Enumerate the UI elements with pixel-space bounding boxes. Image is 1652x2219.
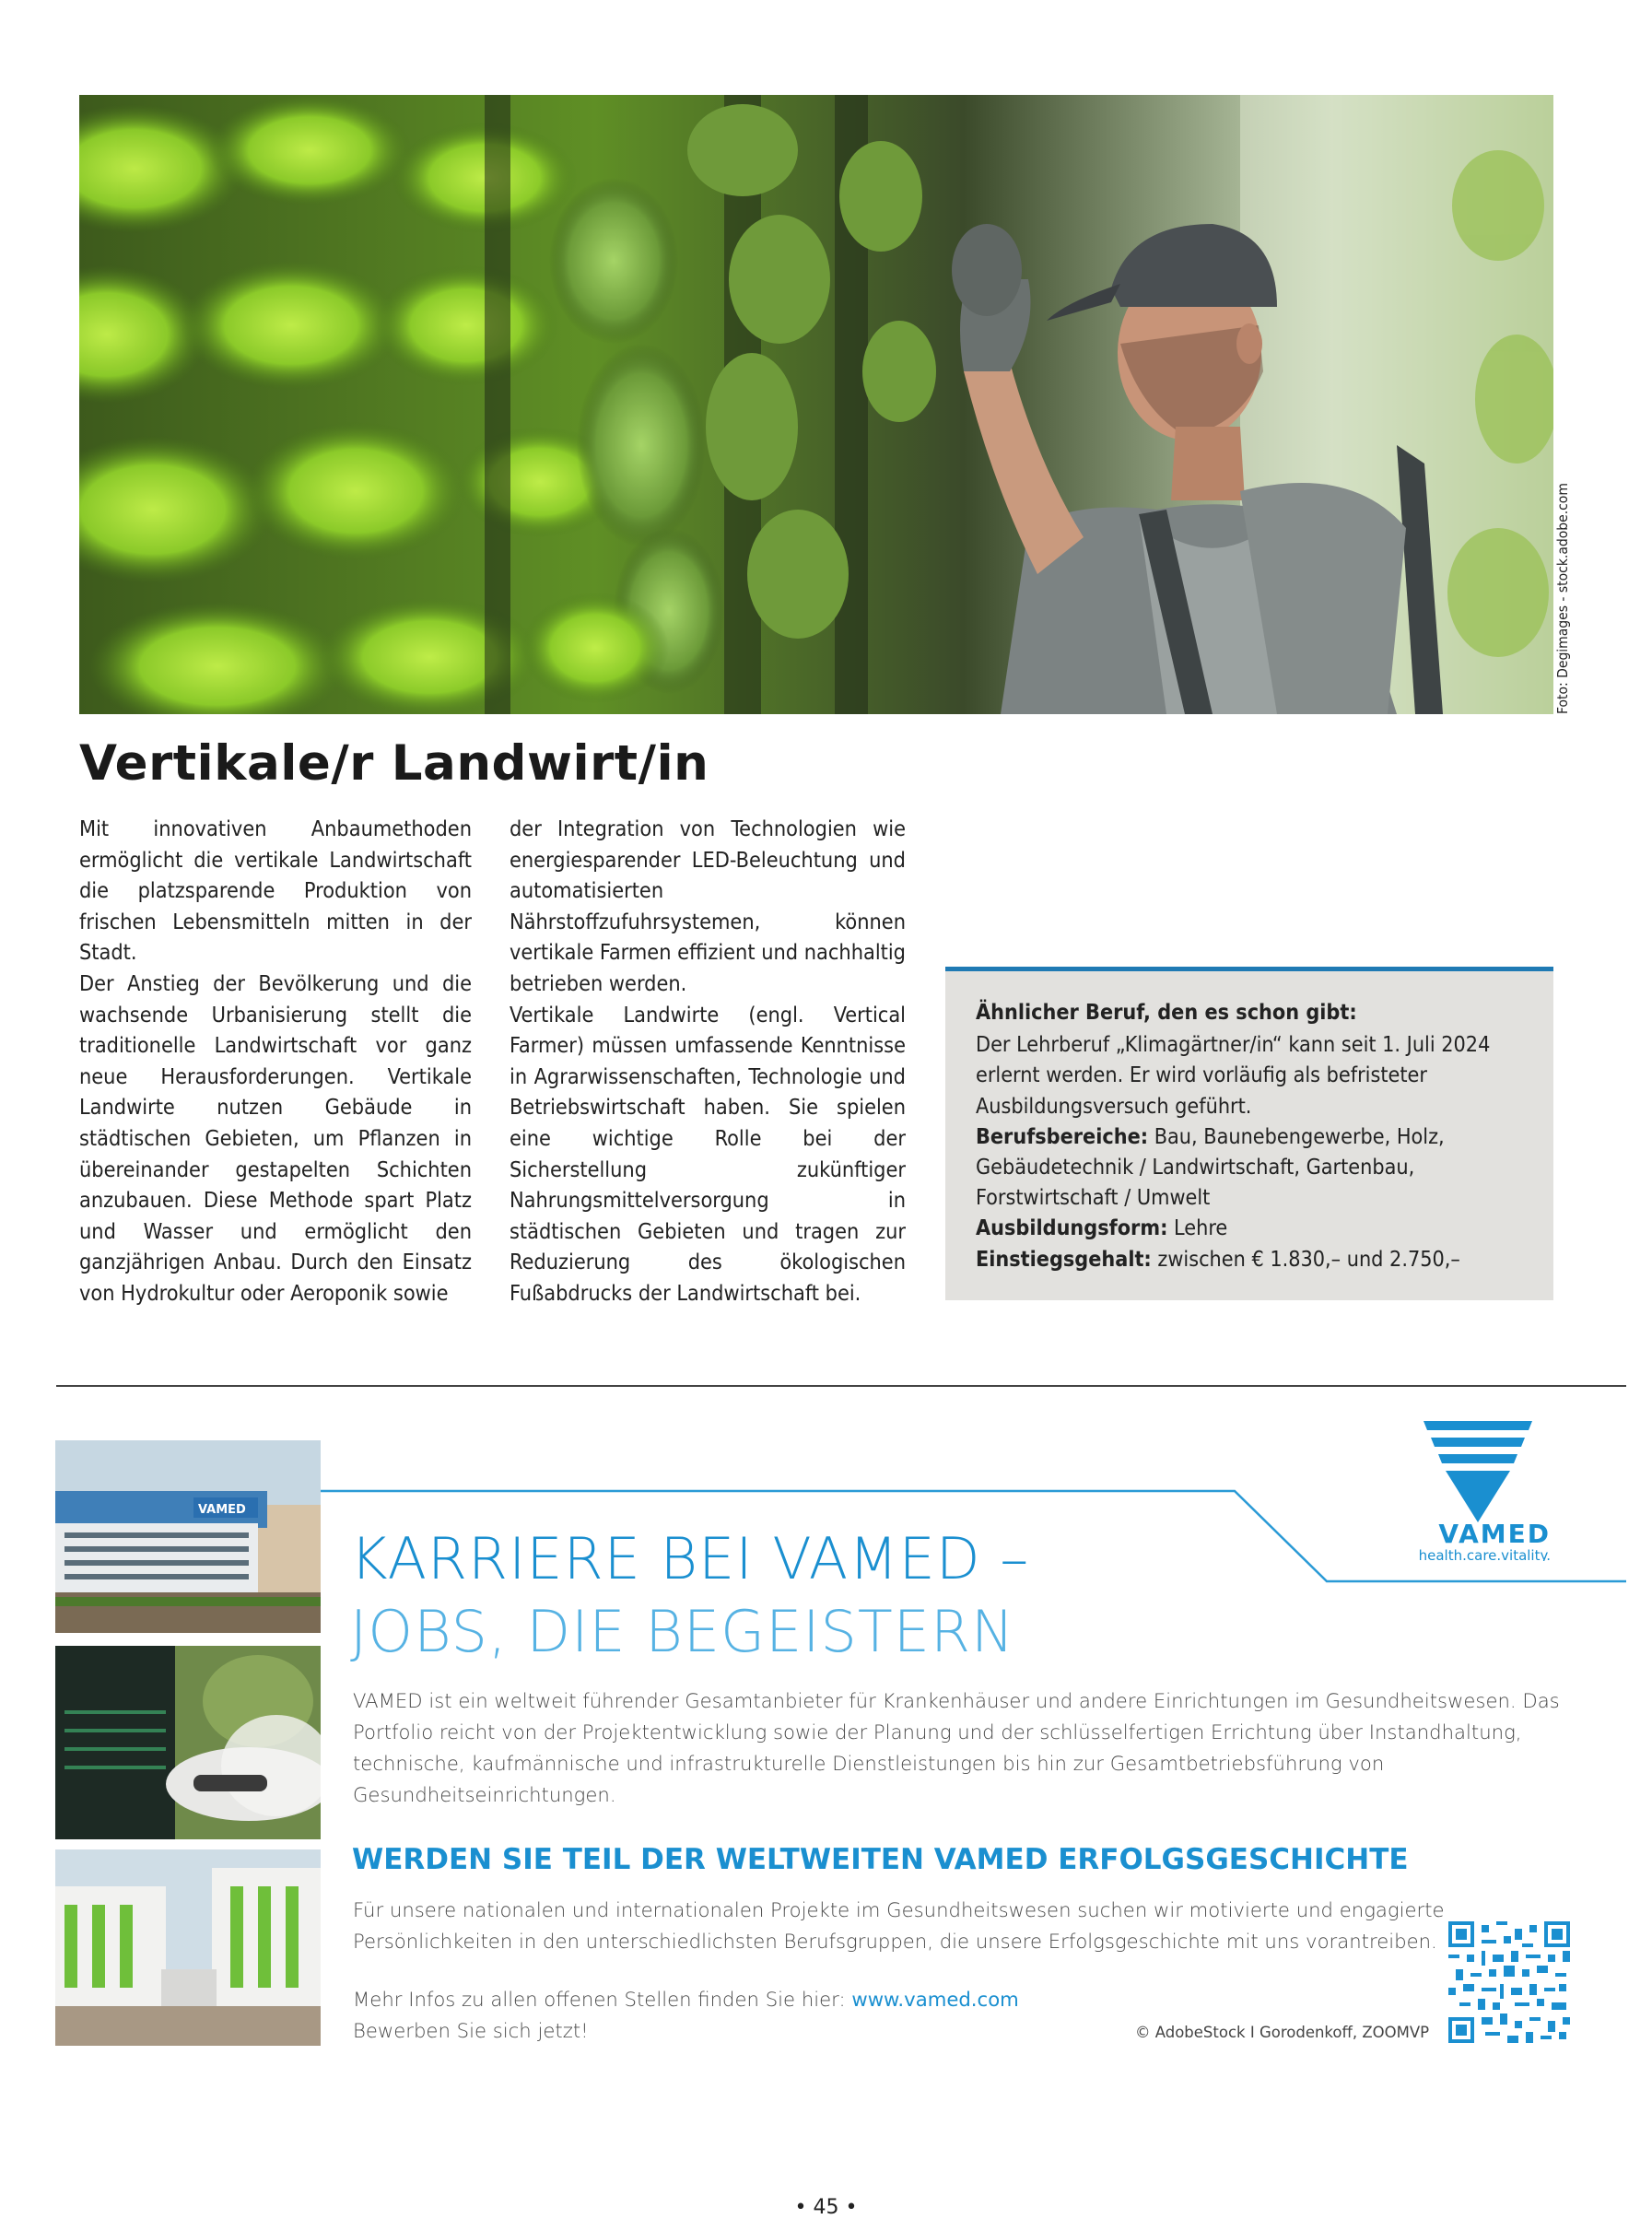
ad-photo-hospital <box>55 1849 321 2046</box>
ad-more-info: Mehr Infos zu allen offenen Stellen finden Sie hier: www.vamed.com <box>353 1988 1019 2011</box>
vamed-logo-tagline: health.care.vitality. <box>1418 1547 1551 1561</box>
ad-subheading: WERDEN SIE TEIL DER WELTWEITEN VAMED ERFOLGSGESCHICHTE <box>352 1843 1409 1876</box>
ad-headline-2: JOBS, DIE BEGEISTERN <box>350 1598 1015 1665</box>
qr-code-icon[interactable] <box>1448 1921 1570 2043</box>
article-paragraph: Vertikale Landwirte (engl. Vertical Farmer) müssen umfassende Kenntnisse in Agrarwissenschaften, Technologie und Betriebswirtschaft haben. Sie spielen eine wichtige Rolle bei der Sicherstellung zukünftiger Nahrungsmittelversorgung in städtischen Gebieten und tragen zur Reduzierung des ökologischen Fußabdrucks der Landwirtschaft bei. <box>510 1002 906 1306</box>
article-title: Vertikale/r Landwirt/in <box>79 735 709 792</box>
infobox-heading: Ähnlicher Beruf, den es schon gibt: <box>976 1000 1357 1025</box>
ad-headline-1: KARRIERE BEI VAMED – <box>350 1525 1030 1592</box>
vamed-website-link[interactable]: www.vamed.com <box>851 1988 1019 2011</box>
vamed-logo <box>1376 1421 1551 1561</box>
ad-intro: VAMED ist ein weltweit führender Gesamtanbieter für Krankenhäuser und andere Einrichtungen im Gesundheitswesen. Das Portfolio reicht von der Projektentwicklung sowie der Planung und der schlüsselfertigen Errichtung über Instandhaltung, technische, kaufmännische und infrastrukturelle Dienstleistungen bis hin zur Gesamtbetriebsführung von Gesundheitseinrichtungen. <box>353 1689 1560 1806</box>
ad-photo-interior <box>55 1646 321 1839</box>
hero-photo <box>79 95 1553 714</box>
section-divider <box>56 1385 1626 1387</box>
article-paragraph: Mit innovativen Anbaumethoden ermöglicht die vertikale Landwirtschaft die platzsparende Produktion von frischen Lebensmitteln mitten in der Stadt. <box>79 816 472 966</box>
infobox-text: Der Lehrberuf „Klimagärtner/in“ kann seit 1. Juli 2024 erlernt werden. Er wird vorläufig als befristeter Ausbildungsversuch geführt. <box>976 1032 1491 1119</box>
article-column-1 <box>79 814 472 1309</box>
article-paragraph: Der Anstieg der Bevölkerung und die wachsende Urbanisierung stellt die traditionelle Landwirtschaft vor ganz neue Herausforderungen. Vertikale Landwirte nutzen Gebäude in städtischen Gebieten, um Pflanzen in übereinander gestapelten Schichten anzubauen. Diese Methode spart Platz und Wasser und ermöglicht den ganzjährigen Anbau. Durch den Einsatz von Hydrokultur oder Aeroponik sowie <box>79 970 472 1306</box>
ad-apply-text: Bewerben Sie sich jetzt! <box>353 2019 589 2042</box>
ad-photo-building <box>55 1440 321 1633</box>
page-number: • 45 • <box>794 2196 858 2219</box>
infobox-berufsbereiche: Berufsbereiche: Bau, Baunebengewerbe, Holz, Gebäudetechnik / Landwirtschaft, Gartenbau, Forstwirtschaft / Umwelt <box>976 1123 1445 1211</box>
article-column-2 <box>510 814 906 1309</box>
building-sign: VAMED <box>198 1503 246 1517</box>
infobox-ausbildungsform: Ausbildungsform: Lehre <box>976 1215 1228 1241</box>
ad-body: Für unsere nationalen und internationalen Projekte im Gesundheitswesen suchen wir motivierte und engagierte Persönlichkeiten in den unterschiedlichsten Berufsgruppen, die unsere Erfolgsgeschichte mit uns vorantreiben. <box>353 1898 1445 1953</box>
ad-image-credit: © AdobeStock I Gorodenkoff, ZOOMVP <box>1135 2024 1430 2041</box>
vamed-logo-wordmark: VAMED <box>1438 1519 1551 1549</box>
related-job-infobox <box>945 967 1553 1300</box>
infobox-einstiegsgehalt: Einstiegsgehalt: zwischen € 1.830,– und 2.750,– <box>976 1246 1460 1272</box>
article-paragraph: der Integration von Technologien wie energiesparender LED-Beleuchtung und automatisierten Nährstoffzufuhrsystemen, können vertikale Farmen effizient und nachhaltig betrieben werden. <box>510 816 906 996</box>
